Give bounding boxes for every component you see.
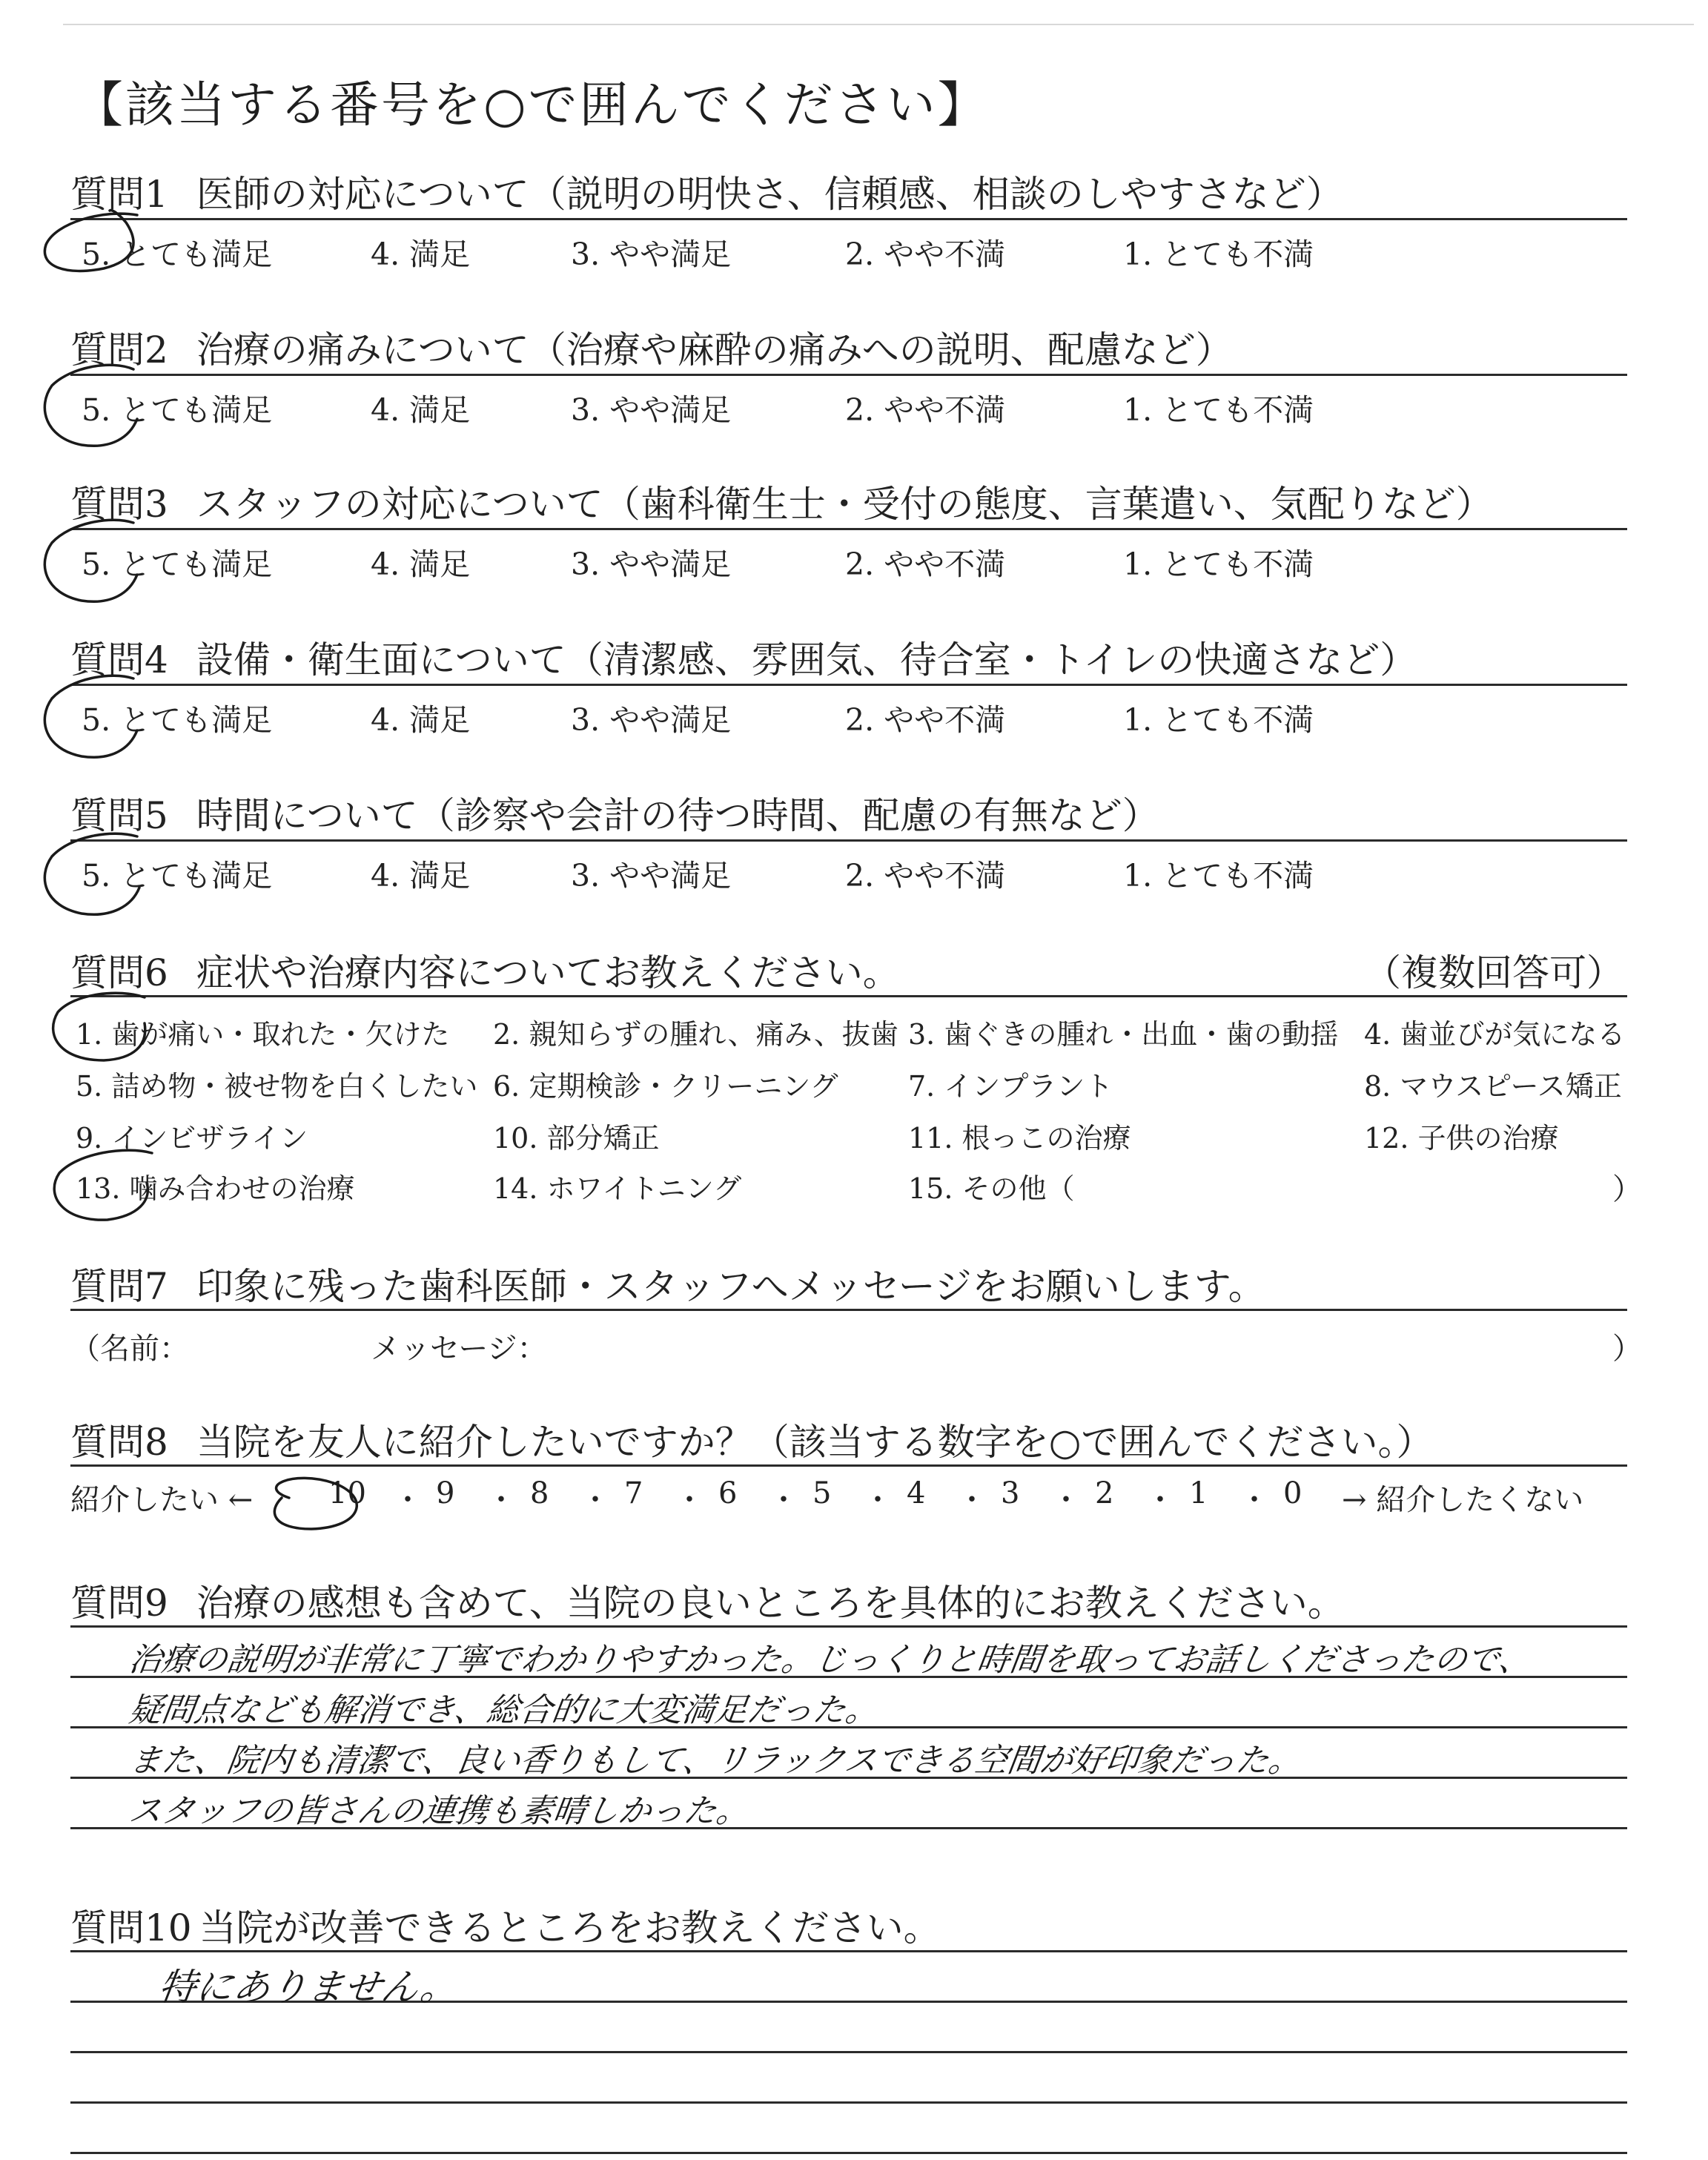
option-5[interactable]: 5. とても満足 xyxy=(82,858,273,894)
option-5[interactable]: 5. とても満足 xyxy=(82,702,273,738)
divider xyxy=(70,684,1627,686)
q6-option-14[interactable]: 14. ホワイトニング xyxy=(493,1172,742,1205)
option-1[interactable]: 1. とても不満 xyxy=(1123,237,1314,272)
option-3[interactable]: 3. やや満足 xyxy=(571,392,732,428)
writing-line xyxy=(70,2152,1627,2154)
scale-dot: ・ xyxy=(1051,1483,1081,1517)
q6-option-9[interactable]: 9. インビザライン xyxy=(76,1122,308,1155)
option-2[interactable]: 2. やや不満 xyxy=(845,392,1006,428)
option-3[interactable]: 3. やや満足 xyxy=(571,858,732,894)
q6-option-4[interactable]: 4. 歯並びが気になる xyxy=(1364,1018,1626,1051)
q6-option-8[interactable]: 8. マウスピース矯正 xyxy=(1364,1070,1622,1103)
option-4[interactable]: 4. 満足 xyxy=(371,392,471,428)
handwritten-answer-line[interactable]: 疑問点なども解消でき、総合的に大変満足だった。 xyxy=(126,1691,881,1729)
scale-dot: ・ xyxy=(486,1483,516,1517)
option-4[interactable]: 4. 満足 xyxy=(371,237,471,272)
option-1[interactable]: 1. とても不満 xyxy=(1123,702,1314,738)
q6-option-10[interactable]: 10. 部分矯正 xyxy=(493,1122,660,1155)
q6-option-11[interactable]: 11. 根っこの治療 xyxy=(908,1122,1131,1155)
divider xyxy=(70,528,1627,530)
message-field-label[interactable]: メッセージ： xyxy=(371,1332,547,1366)
q6-option-3[interactable]: 3. 歯ぐきの腫れ・出血・歯の動揺 xyxy=(908,1018,1339,1051)
q6-option-5[interactable]: 5. 詰め物・被せ物を白くしたい xyxy=(76,1070,478,1103)
q6-option-12[interactable]: 12. 子供の治療 xyxy=(1364,1122,1559,1155)
question-number: 質問2 xyxy=(70,328,168,371)
scale-right-label: → 紹介したくない xyxy=(1342,1483,1584,1517)
question-text: 医師の対応について（説明の明快さ、信頼感、相談のしやすさなど） xyxy=(196,173,1343,216)
question-number: 質問1 xyxy=(70,173,168,216)
scale-dot: ・ xyxy=(957,1483,987,1517)
message-close-paren: ） xyxy=(1612,1332,1642,1366)
option-2[interactable]: 2. やや不満 xyxy=(845,702,1006,738)
scale-0[interactable]: 0 xyxy=(1283,1476,1302,1510)
option-4[interactable]: 4. 満足 xyxy=(371,546,471,582)
divider xyxy=(70,218,1627,220)
scale-dot: ・ xyxy=(675,1483,704,1517)
handwritten-answer-line[interactable]: また、院内も清潔で、良い香りもして、リラックスできる空間が好印象だった。 xyxy=(126,1742,1304,1780)
name-field-label[interactable]: （名前： xyxy=(70,1332,189,1366)
question-number: 質問7 xyxy=(70,1265,168,1308)
question-text: 症状や治療内容についてお教えください。 xyxy=(196,951,900,994)
q6-option-7[interactable]: 7. インプラント xyxy=(908,1070,1113,1103)
q6-option-13[interactable]: 13. 噛み合わせの治療 xyxy=(76,1172,355,1205)
q6-option-1[interactable]: 1. 歯が痛い・取れた・欠けた xyxy=(76,1018,450,1051)
option-1[interactable]: 1. とても不満 xyxy=(1123,858,1314,894)
handwritten-answer-line[interactable]: 特にありません。 xyxy=(156,1966,461,2009)
option-5[interactable]: 5. とても満足 xyxy=(82,237,273,272)
scale-5[interactable]: 5 xyxy=(812,1476,832,1510)
scale-left-label: 紹介したい ← xyxy=(70,1483,254,1517)
instruction-heading: 【該当する番号を○で囲んでください】 xyxy=(74,76,989,133)
option-2[interactable]: 2. やや不満 xyxy=(845,546,1006,582)
option-3[interactable]: 3. やや満足 xyxy=(571,546,732,582)
scale-3[interactable]: 3 xyxy=(1001,1476,1020,1510)
question-text: 時間について（診察や会計の待つ時間、配慮の有無など） xyxy=(196,794,1159,837)
option-2[interactable]: 2. やや不満 xyxy=(845,237,1006,272)
scale-6[interactable]: 6 xyxy=(718,1476,738,1510)
question-number: 質問10 xyxy=(70,1906,192,1949)
writing-line xyxy=(70,1625,1627,1628)
handwritten-answer-line[interactable]: 治療の説明が非常に丁寧でわかりやすかった。じっくりと時間を取ってお話しくださったので、 xyxy=(126,1641,1535,1679)
q6-option-15[interactable]: 15. その他（ xyxy=(908,1172,1075,1205)
q6-option-6[interactable]: 6. 定期検診・クリーニング xyxy=(493,1070,838,1103)
question-number: 質問4 xyxy=(70,638,168,681)
question-text: 設備・衛生面について（清潔感、雰囲気、待合室・トイレの快適さなど） xyxy=(196,638,1417,681)
option-4[interactable]: 4. 満足 xyxy=(371,858,471,894)
scale-7[interactable]: 7 xyxy=(624,1476,643,1510)
writing-line xyxy=(70,2051,1627,2053)
question-number: 質問5 xyxy=(70,794,168,837)
divider xyxy=(70,1309,1627,1311)
scale-9[interactable]: 9 xyxy=(436,1476,455,1510)
option-1[interactable]: 1. とても不満 xyxy=(1123,546,1314,582)
other-close-paren: ） xyxy=(1612,1172,1642,1206)
divider xyxy=(70,374,1627,376)
question-number: 質問6 xyxy=(70,951,168,994)
scale-4[interactable]: 4 xyxy=(907,1476,926,1510)
recommend-scale xyxy=(70,1476,1627,1521)
scale-dot: ・ xyxy=(1239,1483,1269,1517)
question-text: 治療の痛みについて（治療や麻酔の痛みへの説明、配慮など） xyxy=(196,328,1233,371)
question-number: 質問8 xyxy=(70,1421,168,1464)
writing-line xyxy=(70,2101,1627,2104)
scale-2[interactable]: 2 xyxy=(1095,1476,1114,1510)
divider xyxy=(70,995,1627,997)
scale-1[interactable]: 1 xyxy=(1189,1476,1208,1510)
scale-10[interactable]: 10 xyxy=(328,1476,366,1510)
multiple-answers-note: （複数回答可） xyxy=(1364,951,1623,994)
divider xyxy=(70,1464,1627,1467)
scale-dot: ・ xyxy=(1145,1483,1175,1517)
scale-dot: ・ xyxy=(769,1483,798,1517)
option-1[interactable]: 1. とても不満 xyxy=(1123,392,1314,428)
q6-option-2[interactable]: 2. 親知らずの腫れ、痛み、抜歯 xyxy=(493,1018,898,1051)
option-5[interactable]: 5. とても満足 xyxy=(82,546,273,582)
divider xyxy=(70,839,1627,842)
option-5[interactable]: 5. とても満足 xyxy=(82,392,273,428)
option-3[interactable]: 3. やや満足 xyxy=(571,702,732,738)
question-number: 質問3 xyxy=(70,483,168,526)
question-text: 印象に残った歯科医師・スタッフへメッセージをお願いします。 xyxy=(196,1265,1265,1308)
question-text: 当院が改善できるところをお教えください。 xyxy=(199,1906,941,1949)
handwritten-answer-line[interactable]: スタッフの皆さんの連携も素晴しかった。 xyxy=(126,1792,752,1830)
scale-dot: ・ xyxy=(863,1483,893,1517)
scale-8[interactable]: 8 xyxy=(530,1476,549,1510)
option-4[interactable]: 4. 満足 xyxy=(371,702,471,738)
top-divider xyxy=(63,24,1694,25)
scale-dot: ・ xyxy=(580,1483,610,1517)
question-text: スタッフの対応について（歯科衛生士・受付の態度、言葉遣い、気配りなど） xyxy=(196,483,1493,526)
question-number: 質問9 xyxy=(70,1582,168,1625)
writing-line xyxy=(70,1950,1627,1952)
scale-dot: ・ xyxy=(393,1483,423,1517)
option-3[interactable]: 3. やや満足 xyxy=(571,237,732,272)
question-text: 当院を友人に紹介したいですか？（該当する数字を○で囲んでください。） xyxy=(196,1421,1434,1464)
question-text: 治療の感想も含めて、当院の良いところを具体的にお教えください。 xyxy=(196,1582,1345,1625)
option-2[interactable]: 2. やや不満 xyxy=(845,858,1006,894)
